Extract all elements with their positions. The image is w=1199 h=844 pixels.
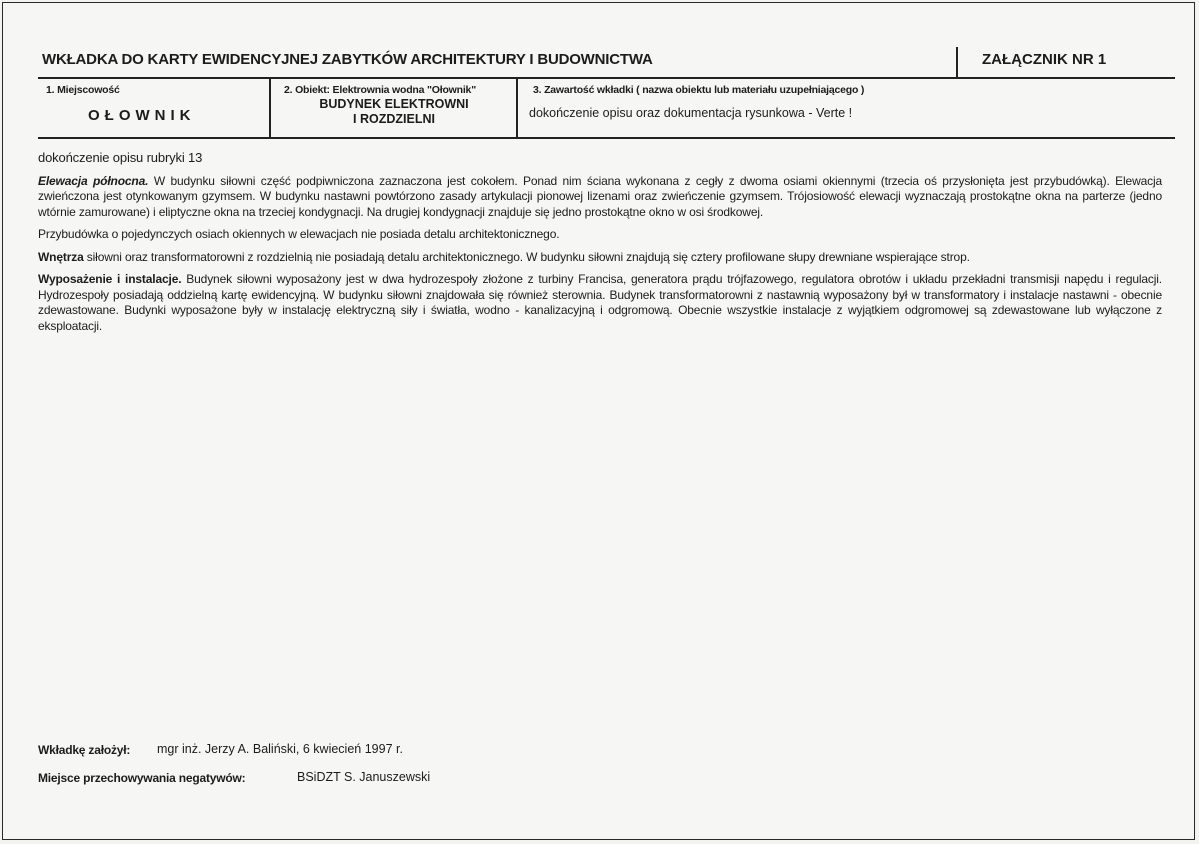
- annex-number: ZAŁĄCZNIK NR 1: [982, 51, 1107, 68]
- paragraph-text: Budynek siłowni wyposażony jest w dwa hydrozespoły złożone z turbiny Francisa, generatora prądu trójfazowego, regulatora obrotów i układu przekładni transmisji napędu i regulacji. Hydrozespoły posiadają oddzielną kartę ewidencyjną. W budynku siłowni znajdowała się również sterownia. Budynek transformatorowni z nastawnią wyposażony był w transformatory i instalacje nastawni - obecnie zdewastowane. Budynki wyposażone były w instalację elektryczną siły i światła, wodno - kanalizacyjną i odgromową. Obecnie wszystkie instalacje z wyjątkiem odgromowej są zdewastowane lub wyłączone z eksploatacji.: [38, 272, 1162, 333]
- paragraph-lead: Elewacja północna.: [38, 173, 149, 188]
- object-name-line-2: I ROZDZIELNI: [353, 112, 435, 126]
- paragraph-lead: Wnętrza: [38, 249, 84, 264]
- content-label: 3. Zawartość wkładki ( nazwa obiektu lub materiału uzupełniającego ): [533, 84, 865, 96]
- header-separator: [956, 47, 958, 77]
- paragraph-text: siłowni oraz transformatorowni z rozdzielnią nie posiadają detalu architektonicznego. W budynku siłowni znajdują się cztery profilowane słupy drewniane wspierające strop.: [83, 249, 970, 264]
- paragraph-north-elevation: [38, 174, 1162, 221]
- cell-divider-2: [516, 79, 518, 137]
- object-name-line-1: BUDYNEK ELEKTROWNI: [319, 97, 469, 111]
- place-label: 1. Miejscowość: [46, 84, 120, 96]
- cell-divider-1: [269, 79, 271, 137]
- paragraph-lead: Wyposażenie i instalacje.: [38, 272, 182, 286]
- paragraph-annex-building: Przybudówka o pojedynczych osiach okiennych w elewacjach nie posiada detalu architektonicznego.: [38, 227, 560, 241]
- record-card: [2, 2, 1195, 840]
- content-value: dokończenie opisu oraz dokumentacja rysunkowa - Verte !: [529, 106, 853, 120]
- negatives-label: Miejsce przechowywania negatywów:: [38, 771, 246, 785]
- paragraph-equipment: [38, 272, 1162, 334]
- place-value: OŁOWNIK: [88, 107, 196, 124]
- description-body: [38, 150, 1162, 341]
- paragraph-interiors: [38, 250, 1162, 266]
- cells-bottom-rule: [38, 137, 1175, 139]
- paragraph-text: W budynku siłowni część podpiwniczona zaznaczona jest cokołem. Ponad nim ściana wykonana z cegły z dwoma osiami okiennymi (trzecia oś przysłonięta jest przybudówką). Elewacja zwieńczona jest otynkowanym gzymsem. W budynku nastawni powtórzono zasady artykulacji pionowej lizenami oraz zwieńczenie gzymsem. Trójosiowość elewacji wyznaczają prostokątne okna na parterze (jedno wtórnie zamurowane) i eliptyczne okna na trzeciej kondygnacji. Na drugiej kondygnacji znajduje się jedno prostokątne okno w osi środkowej.: [38, 173, 1163, 219]
- header-rule: [38, 77, 1175, 79]
- author-label: Wkładkę założył:: [38, 743, 131, 757]
- card-title: WKŁADKA DO KARTY EWIDENCYJNEJ ZABYTKÓW ARCHITEKTURY I BUDOWNICTWA: [42, 51, 653, 68]
- object-label: 2. Obiekt: Elektrownia wodna "Ołownik": [284, 84, 476, 96]
- continuation-note: dokończenie opisu rubryki 13: [38, 150, 203, 165]
- author-value: mgr inż. Jerzy A. Baliński, 6 kwiecień 1997 r.: [157, 742, 403, 756]
- negatives-value: BSiDZT S. Januszewski: [297, 770, 431, 784]
- object-name: [272, 97, 516, 127]
